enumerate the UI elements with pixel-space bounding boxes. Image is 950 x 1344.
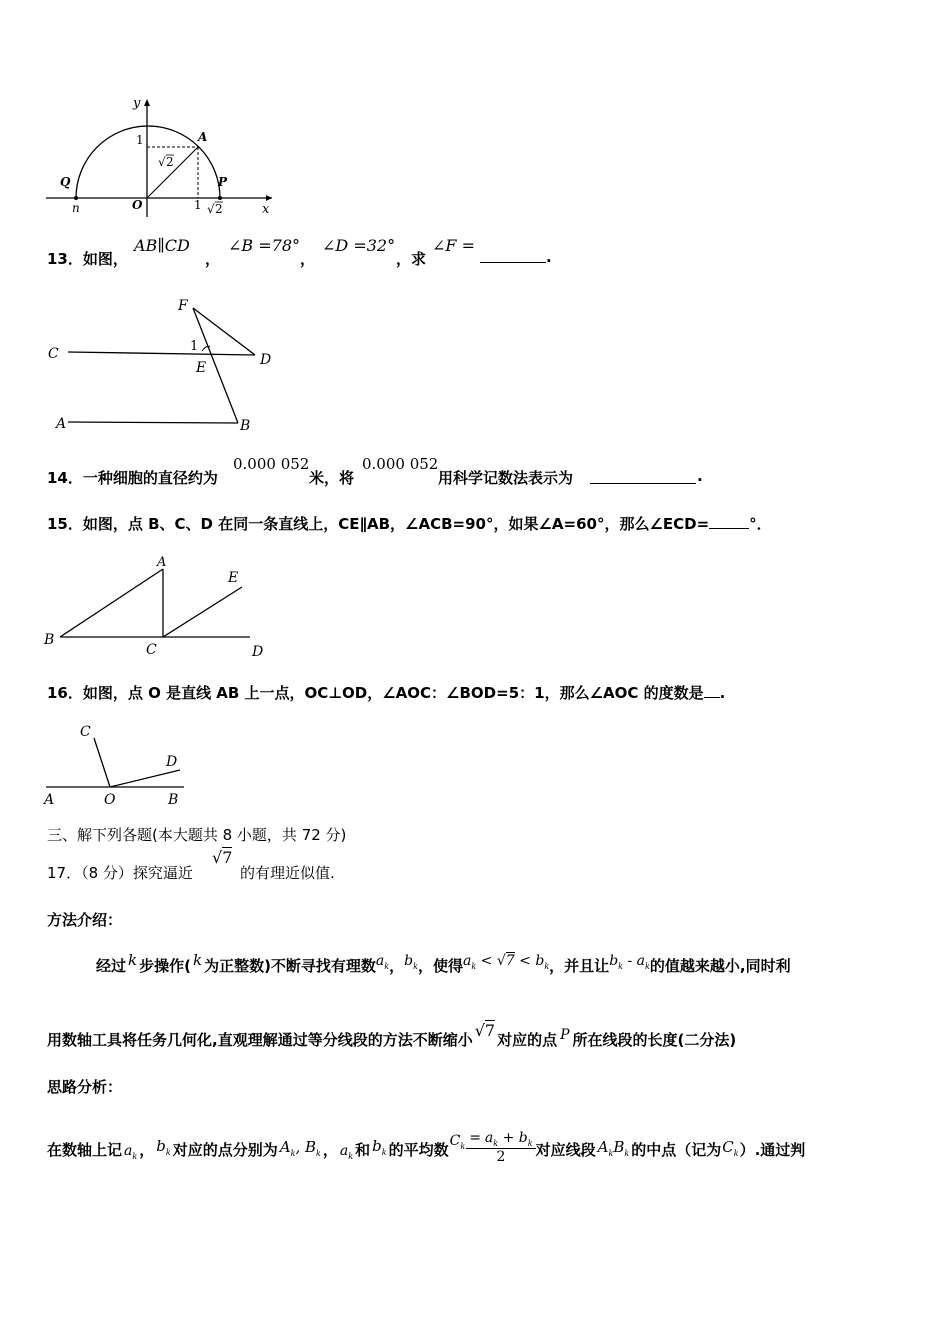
q13-comma1: ， (205, 250, 221, 268)
q15-text: 15．如图，点 B、C、D 在同一条直线上，CE∥AB，∠ACB=90°，如果∠A=60°，那么∠ECD= (47, 515, 710, 533)
q14-value-2: 0.000 052 (362, 455, 439, 473)
q13-comma2: ， (300, 250, 316, 268)
p1-ak: $a_k$ (375, 953, 390, 971)
figure-parallel-lines-f (40, 292, 290, 437)
fig12-P: P (218, 175, 228, 189)
q15-answer-blank[interactable] (709, 528, 749, 529)
average-fraction: $\frac{= a_k + b_k}{2}$ (466, 1130, 535, 1165)
method-title: 方法介绍： (47, 911, 123, 929)
fig12-x: x (262, 202, 270, 217)
fig15-E: E (228, 570, 239, 586)
fig12-O: O (132, 198, 143, 212)
question-15 (47, 513, 772, 534)
q14-answer-blank[interactable] (590, 483, 696, 484)
fig15-C: C (146, 642, 157, 658)
q13-answer-blank[interactable] (480, 262, 546, 263)
question-16 (47, 682, 725, 703)
fig15-A: A (157, 555, 167, 570)
p2-P: P (560, 1027, 570, 1043)
fig13-F: F (178, 298, 188, 314)
fig16-O: O (104, 792, 116, 808)
q13-angle-d: ∠D =32° (322, 236, 396, 255)
fig16-B: B (168, 792, 179, 808)
q13-number: 13．如图， (47, 250, 128, 268)
fig13-D: D (260, 352, 272, 368)
method-paragraph-2: 用数轴工具将任务几何化,直观理解通过等分线段的方法不断缩小 √7 对应的点 P 所在线段的长度(二分法) (47, 1021, 737, 1049)
fig13-B: B (240, 418, 251, 434)
fig16-C: C (80, 724, 91, 740)
p2-sqrt: √7 (474, 1021, 496, 1040)
question-13 (47, 248, 128, 269)
fig13-one: 1 (190, 339, 199, 354)
fig16-A: A (44, 792, 55, 808)
fig12-sqrt2-x-radical: √ (207, 202, 215, 216)
q15-end: °． (749, 515, 772, 533)
fig15-B: B (44, 632, 55, 648)
fig13-A: A (56, 416, 67, 432)
fig12-one-y: 1 (136, 133, 144, 147)
section-3-heading: 三、解下列各题(本大题共 8 小题，共 72 分) (47, 826, 347, 844)
figure-semicircle (40, 95, 280, 220)
q14-end: . (697, 467, 703, 485)
q17-text: 17．（8 分）探究逼近 (47, 864, 193, 882)
q13-angle-b: ∠B =78° (228, 236, 301, 255)
fig12-sqrt2-x: 2 (215, 202, 223, 216)
p1-k1: k (128, 951, 138, 969)
fig12-Q: Q (60, 175, 71, 189)
fig16-D: D (166, 754, 178, 770)
q17-tail: 的有理近似值. (240, 864, 335, 882)
q13-ask: ，求 (396, 250, 427, 268)
q16-text: 16．如图，点 O 是直线 AB 上一点，OC⊥OD，∠AOC：∠BOD=5：1，那么∠AOC 的度数是 (47, 684, 704, 702)
q16-end: . (719, 684, 726, 702)
fig13-E: E (196, 360, 207, 376)
q14-value-1: 0.000 052 (233, 455, 310, 473)
figure-perpendicular-rays (40, 716, 200, 808)
q17-sqrt: √7 (212, 848, 233, 867)
fig12-sqrt2-in: 2 (166, 155, 174, 169)
fig12-A: A (198, 130, 208, 144)
p1-k2: k (192, 951, 203, 969)
analysis-title: 思路分析： (47, 1078, 123, 1096)
q16-answer-blank[interactable] (704, 697, 720, 698)
fig12-sqrt2-in-radical: √ (158, 155, 166, 169)
fig12-one-x: 1 (194, 198, 202, 212)
q14-prefix: 14．一种细胞的直径约为 (47, 469, 218, 487)
fig12-y: y (133, 96, 141, 111)
p1-bk: $b_k$ (404, 953, 418, 971)
q14-tail: 用科学记数法表示为 (438, 469, 574, 487)
q17-sqrt-radicand: 7 (222, 848, 233, 867)
p1-inequality: $a_k < √7 < b_k$ (463, 953, 550, 971)
figure-right-triangle (40, 552, 280, 662)
analysis-paragraph: 在数轴上记 $a_k$ ， $b_k$ 对应的点分别为 $A_k$, $B_k$ ， $a_k$ 和 $b_k$ 的平均数$C_k$ $\frac{= a_k + b_k}{2}$ 对应线段 $A_kB_k$ 的中点（记为$C_k$）.通过判 (47, 1130, 806, 1165)
q13-parallel: AB∥CD (134, 236, 190, 255)
p1-difference: $b_k - a_k$ (609, 953, 650, 971)
q14-mid: 米，将 (309, 469, 355, 487)
method-paragraph-1: 经过 k 步操作( k 为正整数)不断寻找有理数$a_k$，$b_k$，使得$a_k < √7 < b_k$，并且让$b_k - a_k$的值越来越小,同时利 (96, 951, 791, 975)
fig12-n: n (72, 201, 80, 215)
q13-end: . (546, 248, 552, 266)
fig13-C: C (48, 346, 59, 362)
q13-angle-f: ∠F = (432, 236, 475, 255)
fig15-D: D (252, 644, 264, 660)
